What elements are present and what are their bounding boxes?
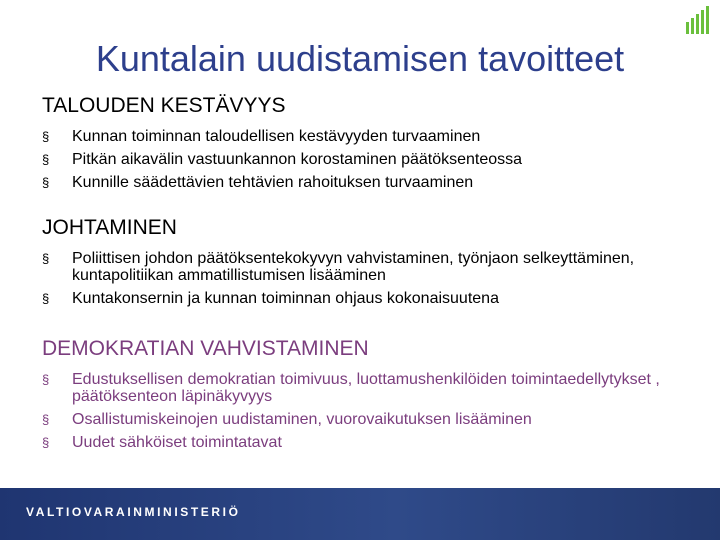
bullet-item	[42, 371, 682, 405]
section-heading: DEMOKRATIAN VAHVISTAMINEN	[42, 337, 369, 360]
section-demokratian-vahvistaminen	[42, 337, 682, 457]
bullet-marker-icon: §	[42, 152, 50, 167]
bullet-marker-icon: §	[42, 435, 50, 450]
bullet-marker-icon: §	[42, 175, 50, 190]
bullet-item	[42, 290, 682, 307]
footer-ministry-name: VALTIOVARAINMINISTERIÖ	[26, 505, 241, 519]
bullet-list	[42, 250, 682, 307]
section-heading: TALOUDEN KESTÄVYYS	[42, 94, 286, 117]
bullet-item	[42, 151, 682, 168]
bullet-marker-icon: §	[42, 412, 50, 427]
section-johtaminen	[42, 216, 682, 313]
bullet-text: Kunnan toiminnan taloudellisen kestävyyden turvaaminen	[72, 128, 481, 145]
bullet-text: Osallistumiskeinojen uudistaminen, vuorovaikutuksen lisääminen	[72, 411, 532, 428]
slide-title: Kuntalain uudistamisen tavoitteet	[95, 38, 625, 79]
bullet-text: Edustuksellisen demokratian toimivuus, luottamushenkilöiden toimintaedellytykset , päätöksenteon läpinäkyvyys	[72, 371, 660, 405]
bullet-item	[42, 128, 682, 145]
bullet-marker-icon: §	[42, 372, 50, 387]
footer-bar	[0, 488, 720, 540]
bullet-item	[42, 174, 682, 191]
bullet-text: Kunnille säädettävien tehtävien rahoituksen turvaaminen	[72, 174, 474, 191]
bullet-item	[42, 411, 682, 428]
ministry-logo-icon	[686, 6, 714, 34]
bullet-text: Kuntakonsernin ja kunnan toiminnan ohjaus kokonaisuutena	[72, 290, 499, 307]
bullet-text: Pitkän aikavälin vastuunkannon korostaminen päätöksenteossa	[72, 151, 523, 168]
bullet-list	[42, 128, 682, 191]
bullet-item	[42, 434, 682, 451]
bullet-text: Poliittisen johdon päätöksentekokyvyn vahvistaminen, työnjaon selkeyttäminen, kuntapolitiikan ammatillistumisen lisääminen	[72, 250, 635, 284]
bullet-list	[42, 371, 682, 451]
bullet-marker-icon: §	[42, 251, 50, 266]
section-talouden-kestavyys	[42, 94, 682, 197]
bullet-text: Uudet sähköiset toimintatavat	[72, 434, 282, 451]
bullet-marker-icon: §	[42, 129, 50, 144]
bullet-marker-icon: §	[42, 291, 50, 306]
section-heading: JOHTAMINEN	[42, 216, 177, 239]
bullet-item	[42, 250, 682, 284]
